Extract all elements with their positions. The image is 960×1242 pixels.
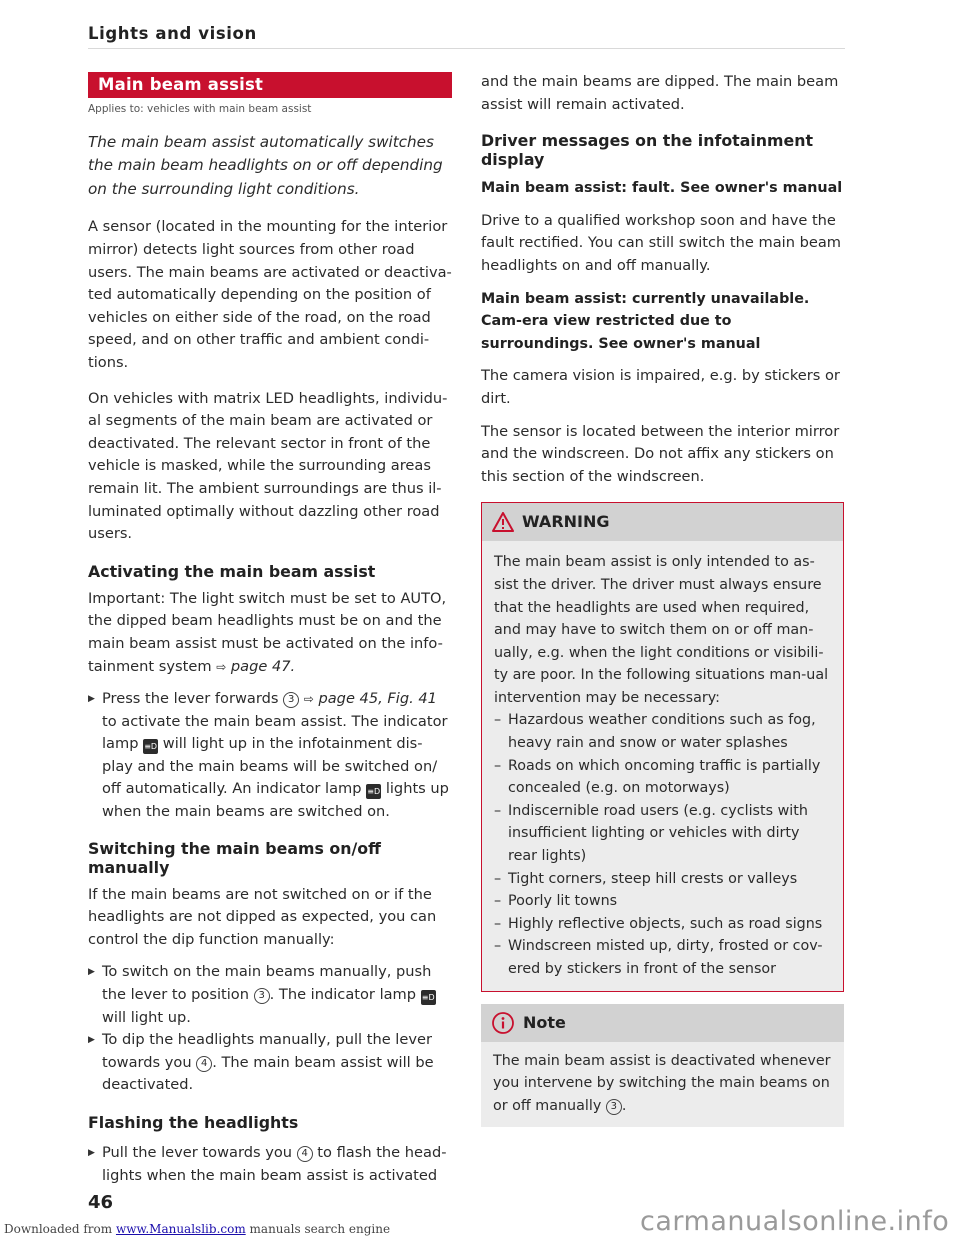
heading-unavailable: Main beam assist: currently unavailable. Cam-era view restricted due to surroundings. See owner's manual [481, 290, 810, 352]
paragraph-unavailable-1: The camera vision is impaired, e.g. by stickers or dirt. [481, 367, 840, 407]
note-box [481, 1004, 844, 1128]
manualslib-link[interactable]: www.Manualslib.com [115, 1222, 246, 1236]
warning-list-item: – Indiscernible road users (e.g. cyclists with insufficient lighting or vehicles with dirty rear lights) [494, 800, 833, 868]
figure-ref-link[interactable]: page 45, Fig. 41 [318, 690, 437, 708]
section-title: Main beam assist [88, 72, 452, 98]
arrow-right-icon: ⇨ [216, 659, 227, 674]
page-ref-link[interactable]: page 47. [230, 657, 296, 675]
info-circle-icon [491, 1011, 515, 1035]
instruction-text: . The main beam assist will be deactivated. [102, 1053, 434, 1094]
warning-list-item: – Poorly lit towns [494, 890, 833, 913]
instruction-text: to flash the head-lights when the main beam assist is activated [102, 1144, 447, 1184]
note-title: Note [523, 1013, 566, 1033]
instruction-dip [88, 1029, 452, 1097]
instruction-text: . The indicator lamp [269, 986, 417, 1004]
instruction-text: To dip the headlights manually, pull the lever towards you [102, 1031, 432, 1071]
main-beam-indicator-icon: ≡D [421, 990, 436, 1005]
warning-list-item: – Hazardous weather conditions such as fog, heavy rain and snow or water splashes [494, 709, 833, 754]
position-4-icon: 4 [297, 1146, 313, 1162]
paragraph-activating [88, 588, 452, 678]
heading-driver-messages: Driver messages on the infotainment display [481, 131, 814, 170]
heading-fault: Main beam assist: fault. See owner's manual [481, 180, 843, 197]
warning-list-item: – Highly reflective objects, such as road signs [494, 913, 833, 936]
heading-flashing: Flashing the headlights [88, 1113, 299, 1132]
note-text: The main beam assist is deactivated whenever you intervene by switching the main beams on or off manually [493, 1052, 831, 1114]
instruction-activate [88, 688, 452, 824]
instruction-text: Pull the lever towards you [102, 1144, 293, 1161]
instruction-switch-on [88, 961, 452, 1029]
note-body: The main beam assist is deactivated whenever you intervene by switching the main beams on or off manually 3 . [493, 1052, 831, 1114]
arrow-right-icon: ⇨ [303, 692, 314, 707]
heading-switching: Switching the main beams on/off manually [88, 838, 381, 877]
running-header [88, 24, 843, 43]
paragraph-sensor: A sensor (located in the mounting for the interior mirror) detects light sources from other road users. The main beams are activated or deactiva-ted automatically depending on the position of vehicles on either side of the road, on the road speed, and on other traffic and ambient condi-tions. [88, 218, 452, 371]
warning-text: The main beam assist is only intended to as-sist the driver. The driver must always ensure that the headlights are used when required, and may have to switch them on or off man-ually, e.g. when the light conditions or visibili-ty are poor. In the following situations man-ual intervention may be necessary: [494, 554, 829, 706]
main-beam-indicator-icon: ≡D [366, 784, 381, 799]
header-divider [88, 48, 845, 49]
position-3-icon: 3 [254, 988, 270, 1004]
activating-text: Important: The light switch must be set to AUTO, the dipped beam headlights must be on and the main beam assist must be activated on the info-tainment system [88, 589, 447, 675]
warning-triangle-icon [492, 512, 514, 532]
paragraph-unavailable-2: The sensor is located between the interior mirror and the windscreen. Do not affix any stickers on this section of the windscreen. [481, 422, 840, 485]
note-header [481, 1004, 844, 1042]
page-number: 46 [88, 1192, 114, 1213]
instruction-text: Press the lever forwards [102, 690, 279, 708]
position-3-icon: 3 [606, 1099, 622, 1115]
warning-list-item: – Windscreen misted up, dirty, frosted or cov-ered by stickers in front of the sensor [494, 935, 833, 980]
instruction-text: To switch on the main beams manually, push the lever to position [102, 963, 432, 1004]
position-3-icon: 3 [283, 692, 299, 708]
paragraph-continued: and the main beams are dipped. The main beam assist will remain activated. [481, 73, 839, 113]
position-4-icon: 4 [196, 1056, 212, 1072]
watermark-text: carmanualsonline.info [640, 1206, 950, 1237]
footer-suffix: manuals search engine [249, 1222, 391, 1236]
warning-box [481, 502, 844, 991]
warning-list-item: – Roads on which oncoming traffic is partially concealed (e.g. on motorways) [494, 755, 833, 800]
heading-activating: Activating the main beam assist [88, 561, 376, 581]
paragraph-matrix: On vehicles with matrix LED headlights, individu-al segments of the main beam are activated or deactivated. The relevant sector in front of the vehicle is masked, while the surrounding areas remain lit. The ambient surroundings are thus il-luminated optimally without dazzling other road users. [88, 389, 448, 543]
warning-list-item: – Tight corners, steep hill crests or valleys [494, 868, 833, 891]
instruction-text: to activate the main beam assist. The indicator lamp [102, 712, 448, 753]
download-footer [4, 1222, 390, 1236]
instruction-flash [88, 1142, 452, 1187]
applies-to: Applies to: vehicles with main beam assist [88, 103, 312, 115]
paragraph-switching: If the main beams are not switched on or if the headlights are not dipped as expected, you can control the dip function manually: [88, 885, 437, 948]
instruction-text: will light up. [102, 1008, 191, 1026]
paragraph-fault: Drive to a qualified workshop soon and have the fault rectified. You can still switch the main beam headlights on and off manually. [481, 211, 842, 274]
warning-title: WARNING [522, 512, 610, 532]
instruction-text: lights up when the main beams are switched on. [102, 780, 449, 821]
left-column [88, 72, 452, 1187]
right-column [481, 72, 844, 1127]
header-title: Lights and vision [88, 24, 257, 43]
intro-text: The main beam assist automatically switches the main beam headlights on or off depending on the surrounding light conditions. [88, 133, 443, 198]
instruction-text: will light up in the infotainment dis-play and the main beams will be switched on/ off automatically. An indicator lamp [102, 735, 438, 798]
warning-body [482, 541, 843, 990]
footer-prefix: Downloaded from [4, 1222, 113, 1236]
main-beam-assist-indicator-icon: ≡D [143, 739, 158, 754]
warning-header [482, 503, 843, 541]
